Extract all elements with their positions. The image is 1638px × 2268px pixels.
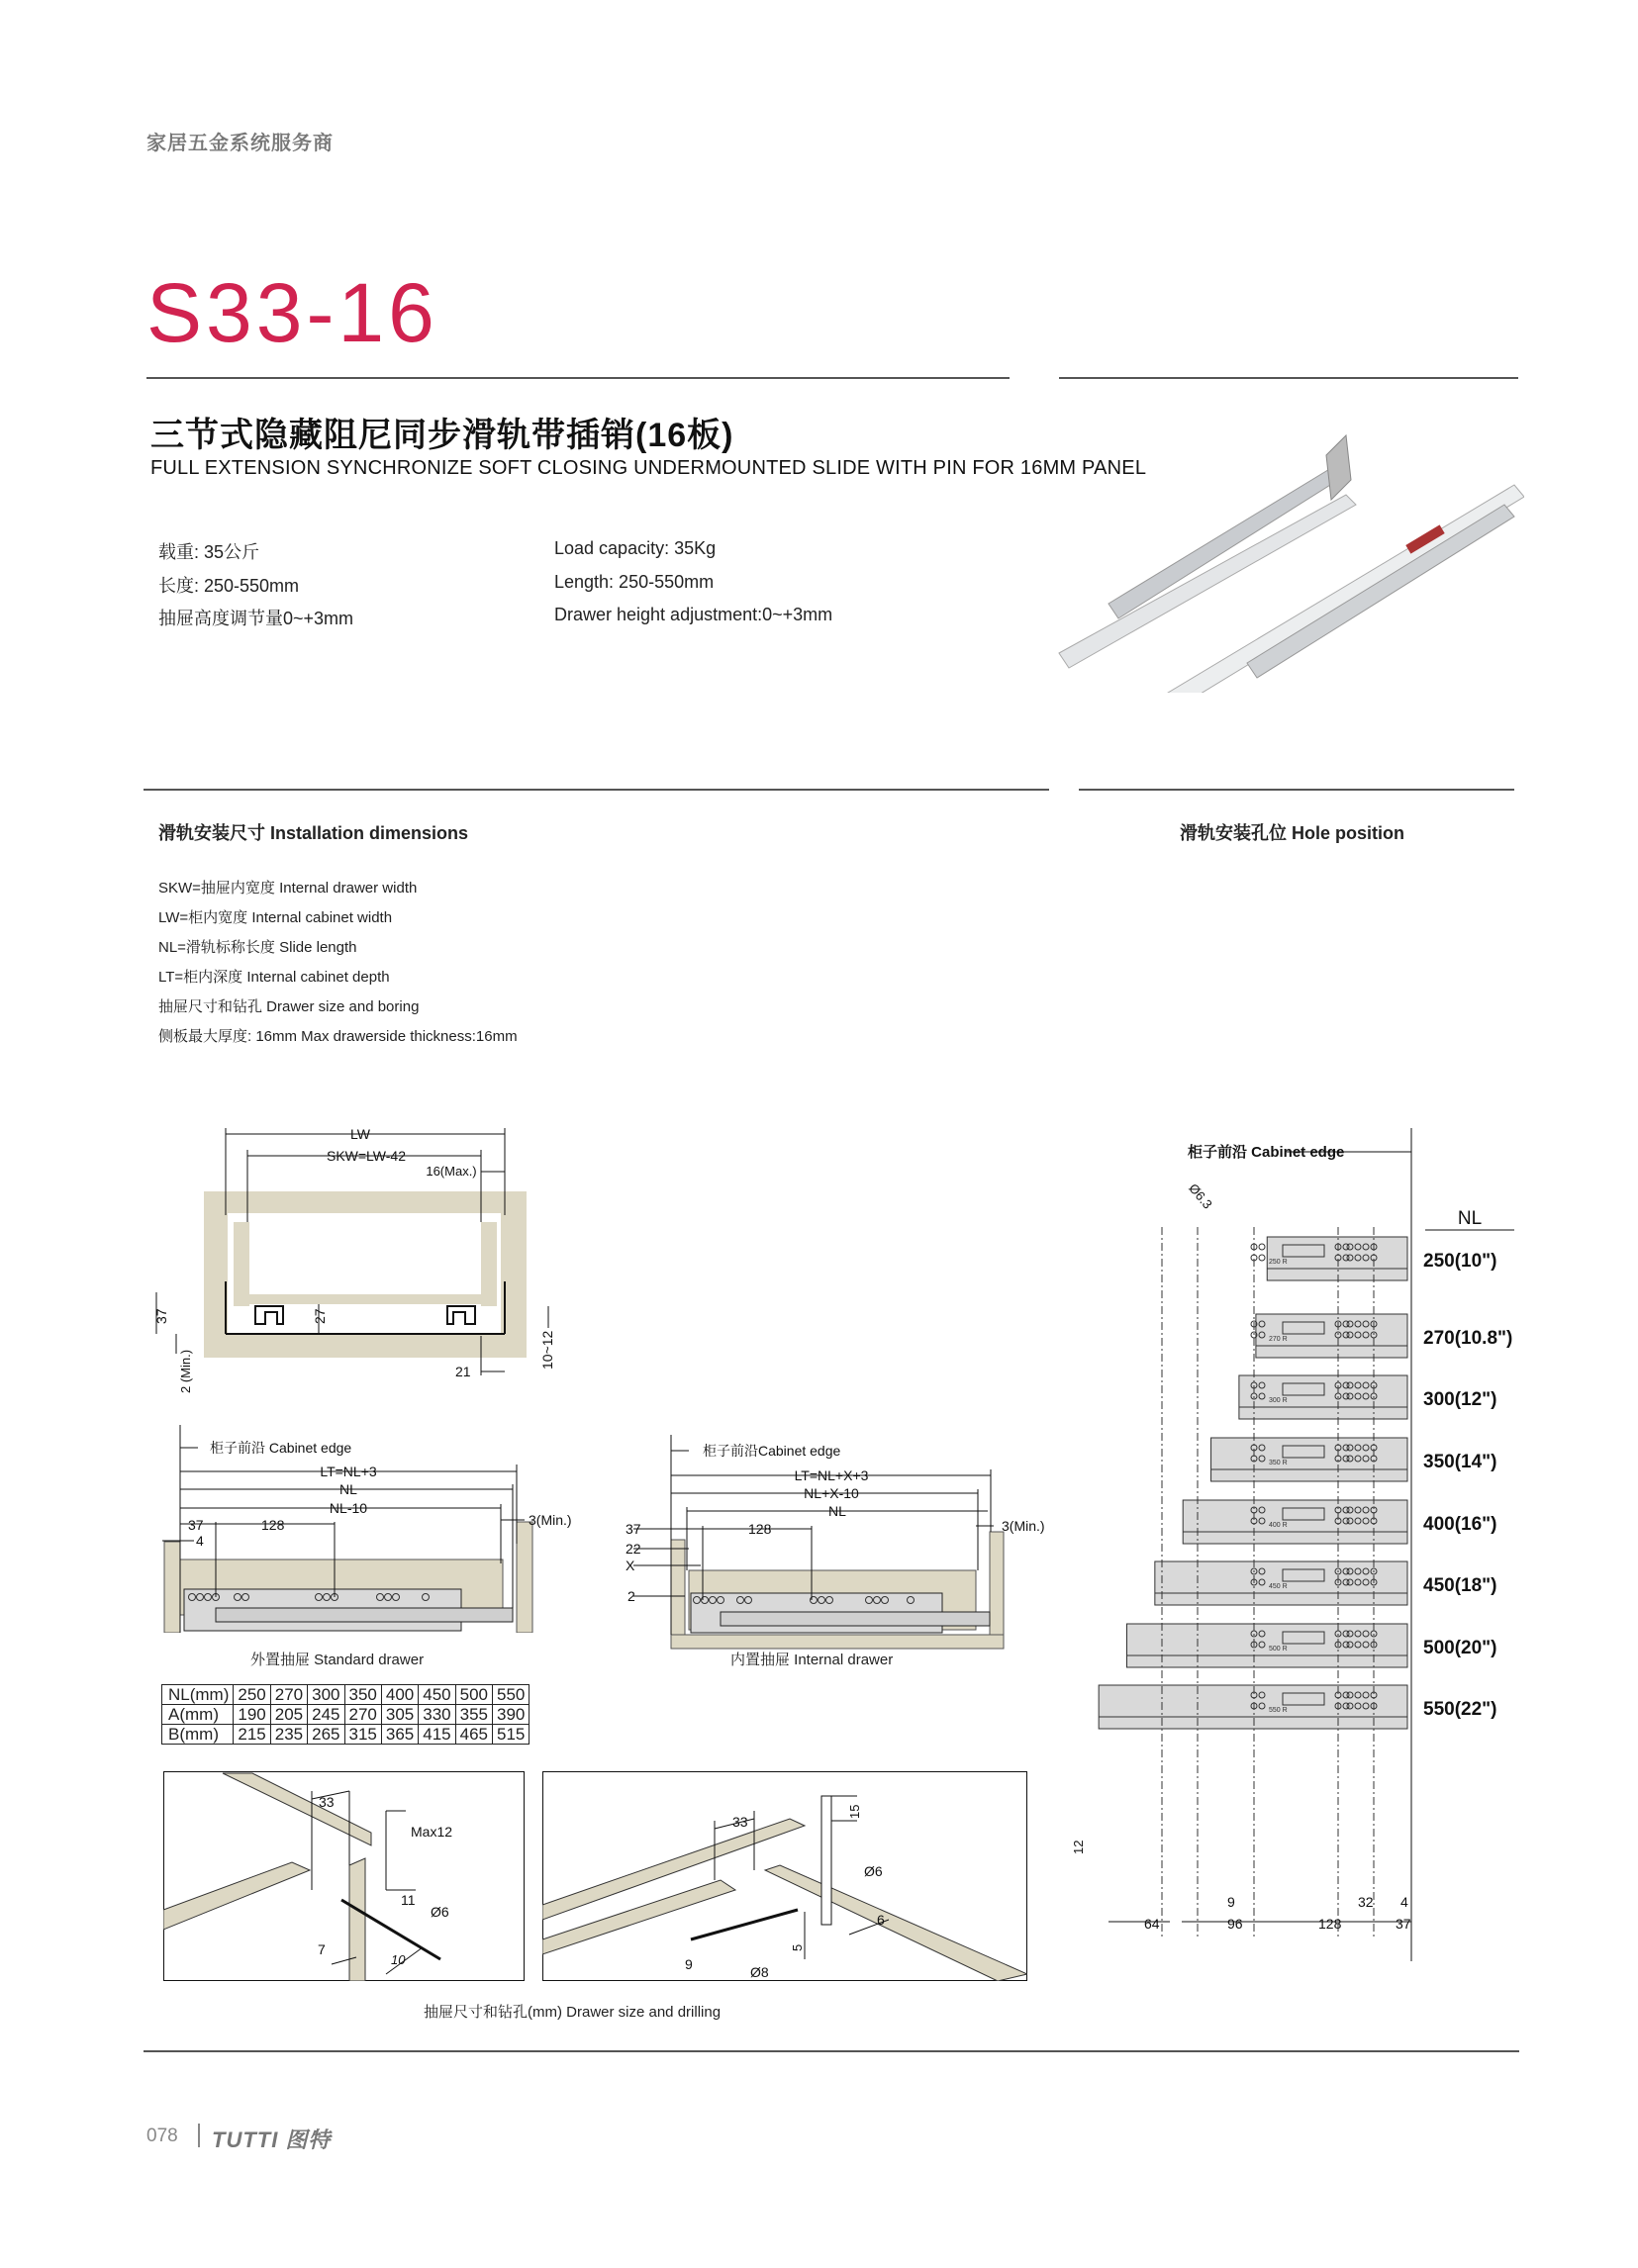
table-cell: 415: [419, 1725, 455, 1745]
slide-length-label: 450(18"): [1423, 1575, 1497, 1596]
table-row: [162, 1685, 530, 1705]
table-cell: 550: [493, 1685, 530, 1705]
dim-4-bottom: 4: [1400, 1894, 1408, 1910]
slide-stamp: 300 R: [1269, 1397, 1288, 1404]
dim-64-bottom: 64: [1144, 1916, 1160, 1932]
slide-body: [1211, 1438, 1407, 1481]
internal-drawer-caption: 内置抽屉 Internal drawer: [730, 1652, 894, 1668]
dim-4: 4: [196, 1533, 204, 1549]
dim-diameter-8: Ø8: [750, 1964, 769, 1980]
standard-drawer-diagram: [148, 1405, 604, 1633]
dim-nl-10: NL-10: [329, 1500, 368, 1516]
slide-rail: [1155, 1561, 1497, 1605]
dim-33: 33: [732, 1814, 748, 1830]
table-cell: 250: [234, 1685, 270, 1705]
table-cell: 515: [493, 1725, 530, 1745]
divider: [1059, 377, 1518, 379]
dim-27: 27: [312, 1308, 328, 1324]
dim-6: 6: [877, 1912, 885, 1928]
dimension-table: [161, 1684, 530, 1745]
divider: [1079, 789, 1514, 791]
mounting-hole: [1259, 1244, 1265, 1250]
slide-stamp: 400 R: [1269, 1522, 1288, 1529]
drill-caption: 抽屉尺寸和钻孔(mm) Drawer size and drilling: [424, 2004, 722, 2021]
slide-rail: [1251, 1314, 1512, 1358]
footer-separator: [198, 2124, 200, 2147]
installation-title: 滑轨安装尺寸 Installation dimensions: [158, 823, 469, 843]
drill-diagram-left: [163, 1771, 525, 1981]
dim-128: 128: [261, 1517, 285, 1533]
table-cell: 305: [381, 1705, 418, 1725]
legend-skw: SKW=抽屉内宽度 Internal drawer width: [158, 880, 418, 897]
dim-7: 7: [318, 1941, 326, 1957]
dim-2min: 2 (Min.): [178, 1349, 193, 1393]
table-cell: 500: [455, 1685, 492, 1705]
slide-rail: [1183, 1500, 1496, 1544]
table-cell: 190: [234, 1705, 270, 1725]
dim-lt: LT=NL+3: [320, 1464, 377, 1479]
table-cell: 270: [344, 1705, 381, 1725]
footer-logo: TUTTI 图特: [212, 2127, 332, 2152]
mounting-hole: [1259, 1255, 1265, 1261]
spec-height-cn: 抽屉高度调节量0~+3mm: [158, 609, 354, 628]
dim-33: 33: [319, 1794, 335, 1810]
table-cell: 315: [344, 1725, 381, 1745]
footer-divider: [144, 2050, 1519, 2052]
table-cell: 390: [493, 1705, 530, 1725]
dim-37: 37: [188, 1517, 204, 1533]
page-number: 078: [146, 2126, 178, 2146]
slide-rail: [1127, 1624, 1497, 1667]
product-model: S33-16: [146, 266, 438, 359]
nl-header: NL: [1457, 1208, 1483, 1229]
product-title-cn: 三节式隐藏阻尼同步滑轨带插销(16板): [150, 417, 734, 454]
slide-length-label: 550(22"): [1423, 1699, 1497, 1720]
table-cell: 330: [419, 1705, 455, 1725]
slide-stamp: 250 R: [1269, 1259, 1288, 1266]
dim-11: 11: [401, 1892, 416, 1908]
dim-96-bottom: 96: [1227, 1916, 1243, 1932]
dim-3min: 3(Min.): [529, 1512, 572, 1528]
dim-nl: NL: [828, 1503, 846, 1519]
table-cell: 300: [308, 1685, 344, 1705]
slide-length-label: 270(10.8"): [1423, 1328, 1513, 1349]
table-cell: 465: [455, 1725, 492, 1745]
legend-lt: LT=柜内深度 Internal cabinet depth: [158, 969, 390, 986]
dim-21: 21: [455, 1364, 471, 1379]
drill-diagram-right: [542, 1771, 1027, 1981]
internal-drawer-diagram: [614, 1405, 1059, 1653]
dim-22: 22: [626, 1541, 641, 1557]
front-view-diagram: [148, 1098, 564, 1395]
table-cell: 365: [381, 1725, 418, 1745]
spec-length-cn: 长度: 250-550mm: [158, 576, 300, 596]
table-cell: 355: [455, 1705, 492, 1725]
table-cell: 265: [308, 1725, 344, 1745]
spec-load-en: Load capacity: 35Kg: [554, 538, 717, 558]
dim-diameter-6: Ø6: [864, 1863, 883, 1879]
brand-tagline: 家居五金系统服务商: [146, 133, 334, 154]
dim-12: 12: [1071, 1840, 1086, 1854]
slide-stamp: 500 R: [1269, 1646, 1288, 1653]
dim-32-bottom: 32: [1358, 1894, 1374, 1910]
dim-10: 10: [391, 1952, 406, 1967]
slide-body: [1267, 1237, 1407, 1280]
hole-diameter: Ø6.3: [1186, 1181, 1215, 1212]
slide-length-label: 250(10"): [1423, 1251, 1497, 1272]
slide-stamp: 550 R: [1269, 1707, 1288, 1714]
dim-nl-x-10: NL+X-10: [804, 1485, 859, 1501]
slide-stamp: 450 R: [1269, 1583, 1288, 1590]
table-row: [162, 1705, 530, 1725]
table-cell: 400: [381, 1685, 418, 1705]
dim-nl: NL: [339, 1481, 357, 1497]
dim-max12: Max12: [411, 1824, 453, 1840]
divider: [144, 789, 1049, 791]
table-cell: 350: [344, 1685, 381, 1705]
spec-height-en: Drawer height adjustment:0~+3mm: [554, 605, 833, 624]
dim-37: 37: [153, 1308, 169, 1324]
hole-position-title: 滑轨安装孔位 Hole position: [1180, 823, 1404, 843]
dim-128-bottom: 128: [1318, 1916, 1342, 1932]
standard-drawer-caption: 外置抽屉 Standard drawer: [250, 1652, 425, 1668]
slide-stamp: 350 R: [1269, 1460, 1288, 1466]
table-cell: 205: [270, 1705, 307, 1725]
row-header: B(mm): [162, 1725, 234, 1745]
table-cell: 235: [270, 1725, 307, 1745]
dim-128: 128: [748, 1521, 772, 1537]
slide-stamp: 270 R: [1269, 1336, 1288, 1343]
dim-2: 2: [627, 1588, 635, 1604]
table-cell: 245: [308, 1705, 344, 1725]
dim-9-bottom: 9: [1227, 1894, 1235, 1910]
dim-9: 9: [685, 1956, 693, 1972]
dim-15: 15: [847, 1804, 862, 1819]
dim-10-12: 10~12: [539, 1330, 555, 1370]
cabinet-edge-label: 柜子前沿 Cabinet edge: [210, 1440, 352, 1456]
legend-thickness: 侧板最大厚度: 16mm Max drawerside thickness:16mm: [158, 1028, 518, 1045]
dim-3min: 3(Min.): [1002, 1518, 1045, 1534]
legend-boring: 抽屉尺寸和钻孔 Drawer size and boring: [158, 998, 420, 1015]
row-header: NL(mm): [162, 1685, 234, 1705]
table-cell: 215: [234, 1725, 270, 1745]
table-row: [162, 1725, 530, 1745]
dim-skw: SKW=LW-42: [326, 1148, 407, 1164]
spec-length-en: Length: 250-550mm: [554, 572, 715, 592]
dim-max: 16(Max.): [426, 1164, 477, 1179]
dim-lw: LW: [350, 1126, 370, 1142]
product-title-en: FULL EXTENSION SYNCHRONIZE SOFT CLOSING UNDERMOUNTED SLIDE WITH PIN FOR 16MM PANEL: [150, 457, 1147, 479]
slide-length-label: 350(14"): [1423, 1452, 1497, 1472]
row-header: A(mm): [162, 1705, 234, 1725]
divider: [146, 377, 1010, 379]
dim-lt: LT=NL+X+3: [794, 1467, 869, 1483]
cabinet-edge-label: 柜子前沿Cabinet edge: [703, 1443, 841, 1459]
dim-diameter-6: Ø6: [431, 1904, 449, 1920]
slide-length-label: 400(16"): [1423, 1514, 1497, 1535]
slide-length-label: 500(20"): [1423, 1638, 1497, 1658]
dim-5: 5: [790, 1943, 805, 1951]
spec-load-cn: 载重: 35公斤: [158, 542, 260, 562]
hole-position-diagram: [1049, 1118, 1544, 2009]
product-image: [1049, 425, 1524, 693]
slide-length-label: 300(12"): [1423, 1389, 1497, 1410]
dim-37-bottom: 37: [1396, 1916, 1411, 1932]
slide-rail: [1099, 1685, 1496, 1729]
legend-lw: LW=柜内宽度 Internal cabinet width: [158, 909, 393, 926]
legend-nl: NL=滑轨标称长度 Slide length: [158, 939, 357, 956]
dim-x: X: [626, 1558, 635, 1573]
table-cell: 270: [270, 1685, 307, 1705]
dim-37: 37: [626, 1521, 641, 1537]
slide-rail: [1239, 1375, 1497, 1419]
table-cell: 450: [419, 1685, 455, 1705]
cabinet-edge-label: 柜子前沿 Cabinet edge: [1188, 1144, 1345, 1161]
